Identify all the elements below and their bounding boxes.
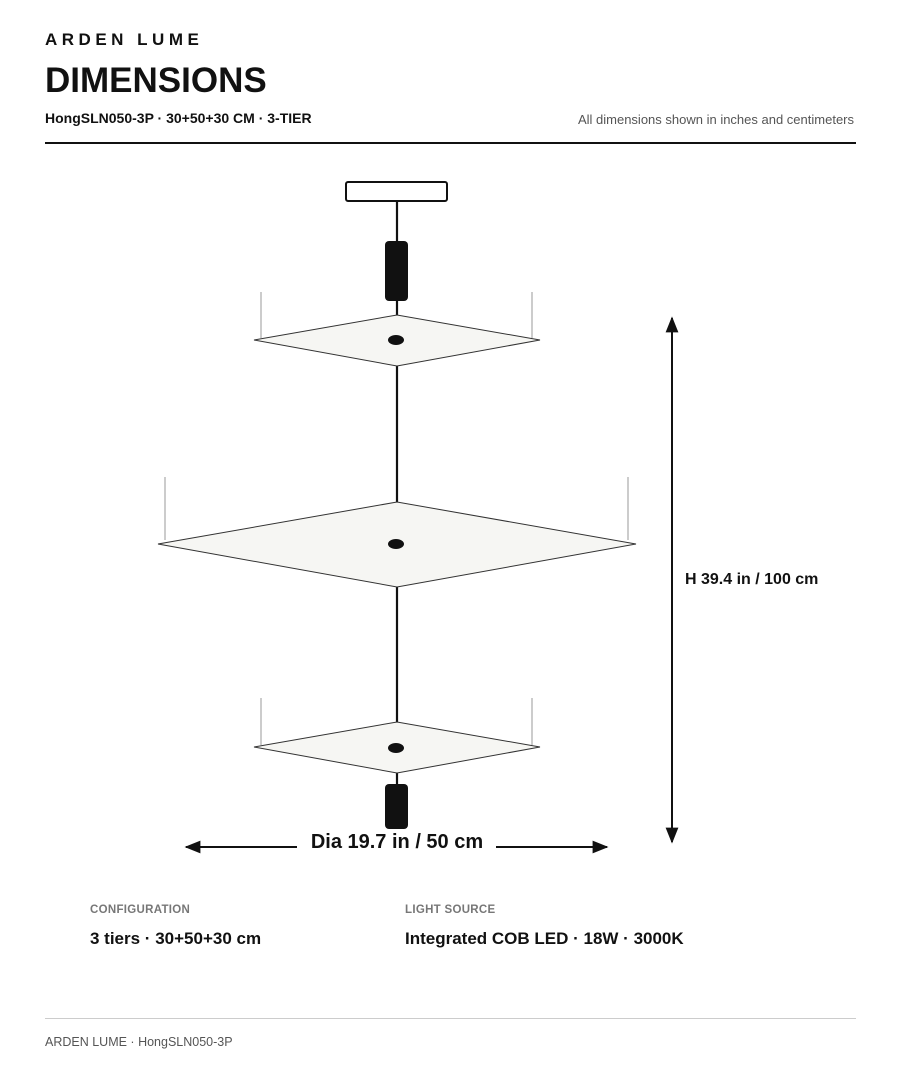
page-title: DIMENSIONS	[45, 61, 267, 100]
ceiling-canopy	[346, 182, 447, 201]
driver-cylinder-top	[385, 241, 408, 301]
driver-cylinder-bottom	[385, 784, 408, 829]
light-source-label: LIGHT SOURCE	[405, 904, 496, 916]
units-note: All dimensions shown in inches and centimeters	[577, 112, 854, 127]
product-subtitle: HongSLN050-3P · 30+50+30 CM · 3-TIER	[45, 110, 312, 126]
diameter-dimension-label: Dia 19.7 in / 50 cm	[310, 831, 484, 853]
brand-name: ARDEN LUME	[45, 30, 204, 49]
light-source-value: Integrated COB LED · 18W · 3000K	[405, 929, 684, 948]
footer-text: ARDEN LUME · HongSLN050-3P	[45, 1035, 233, 1049]
configuration-value: 3 tiers · 30+50+30 cm	[90, 929, 262, 948]
height-dimension-label: H 39.4 in / 100 cm	[685, 571, 819, 588]
configuration-label: CONFIGURATION	[90, 904, 191, 916]
footer-divider	[45, 1018, 856, 1019]
